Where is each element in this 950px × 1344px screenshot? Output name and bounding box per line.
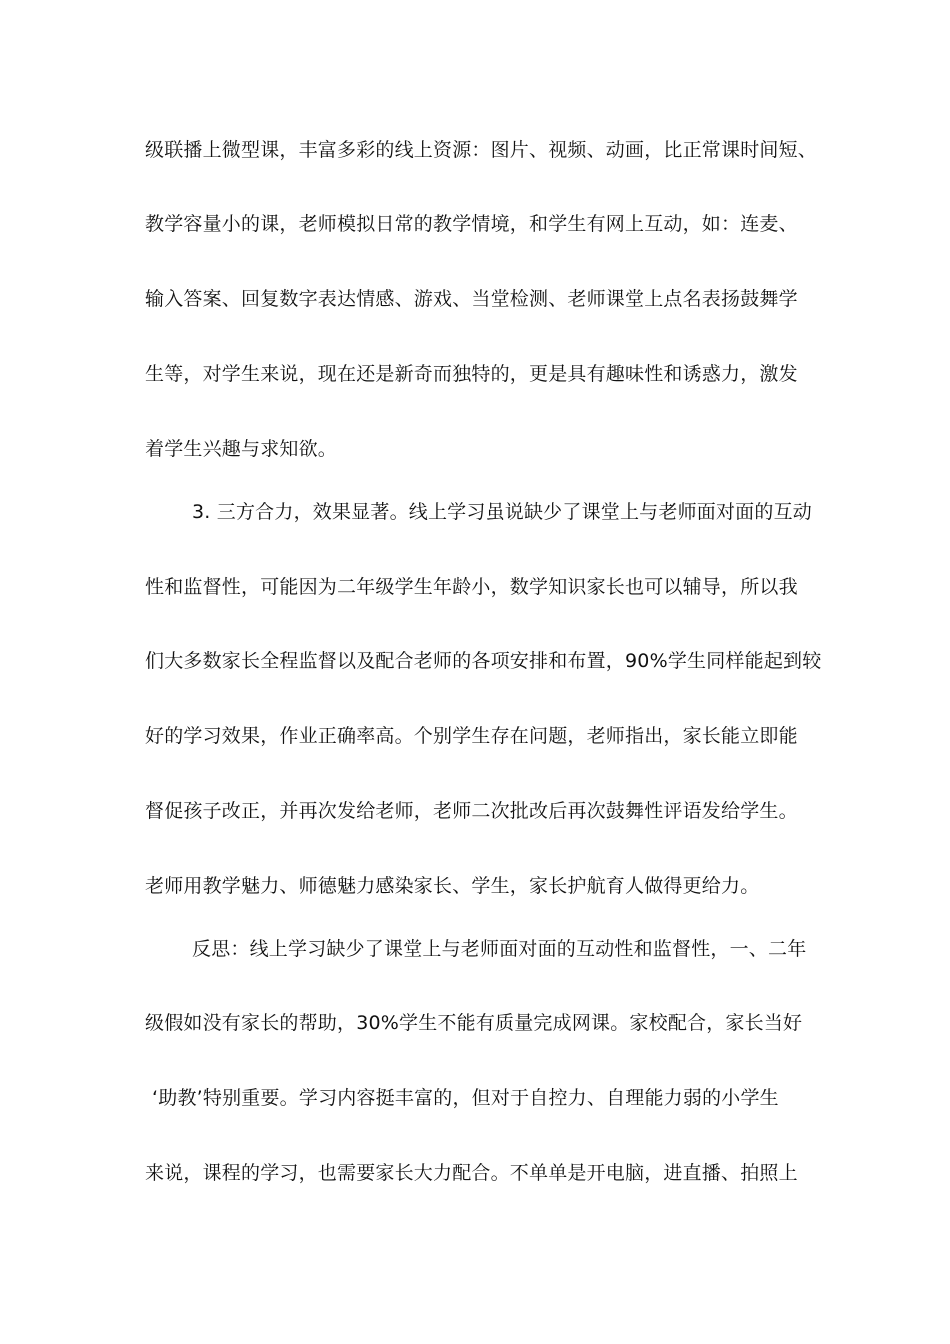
text-line-11: 老师用教学魅力、师德魅力感染家长、学生，家长护航育人做得更给力。 xyxy=(145,875,760,897)
text-line-8: 们大多数家长全程监督以及配合老师的各项安排和布置，90%学生同样能起到较 xyxy=(145,650,822,672)
text-line-5: 着学生兴趣与求知欲。 xyxy=(145,438,338,460)
text-line-7: 性和监督性，可能因为二年级学生年龄小，数学知识家长也可以辅导，所以我 xyxy=(145,576,798,598)
text-line-10: 督促孩子改正，并再次发给老师，老师二次批改后再次鼓舞性评语发给学生。 xyxy=(145,800,798,822)
text-line-13: 级假如没有家长的帮助，30%学生不能有质量完成网课。家校配合，家长当好 xyxy=(145,1012,803,1034)
text-line-6: 3. 三方合力，效果显著。线上学习虽说缺少了课堂上与老师面对面的互动 xyxy=(192,501,812,523)
text-line-3: 输入答案、回复数字表达情感、游戏、当堂检测、老师课堂上点名表扬鼓舞学 xyxy=(145,288,798,310)
text-line-9: 好的学习效果，作业正确率高。个别学生存在问题，老师指出，家长能立即能 xyxy=(145,725,798,747)
text-line-4: 生等，对学生来说，现在还是新奇而独特的，更是具有趣味性和诱惑力，激发 xyxy=(145,363,798,385)
text-line-2: 教学容量小的课，老师模拟日常的教学情境，和学生有网上互动，如：连麦、 xyxy=(145,213,798,235)
text-line-14: ‘助教’特别重要。学习内容挺丰富的，但对于自控力、自理能力弱的小学生 xyxy=(152,1087,779,1109)
text-line-12: 反思：线上学习缺少了课堂上与老师面对面的互动性和监督性，一、二年 xyxy=(192,938,807,960)
text-line-15: 来说，课程的学习，也需要家长大力配合。不单单是开电脑，进直播、拍照上 xyxy=(145,1162,798,1184)
text-line-1: 级联播上微型课，丰富多彩的线上资源：图片、视频、动画，比正常课时间短、 xyxy=(145,139,818,161)
